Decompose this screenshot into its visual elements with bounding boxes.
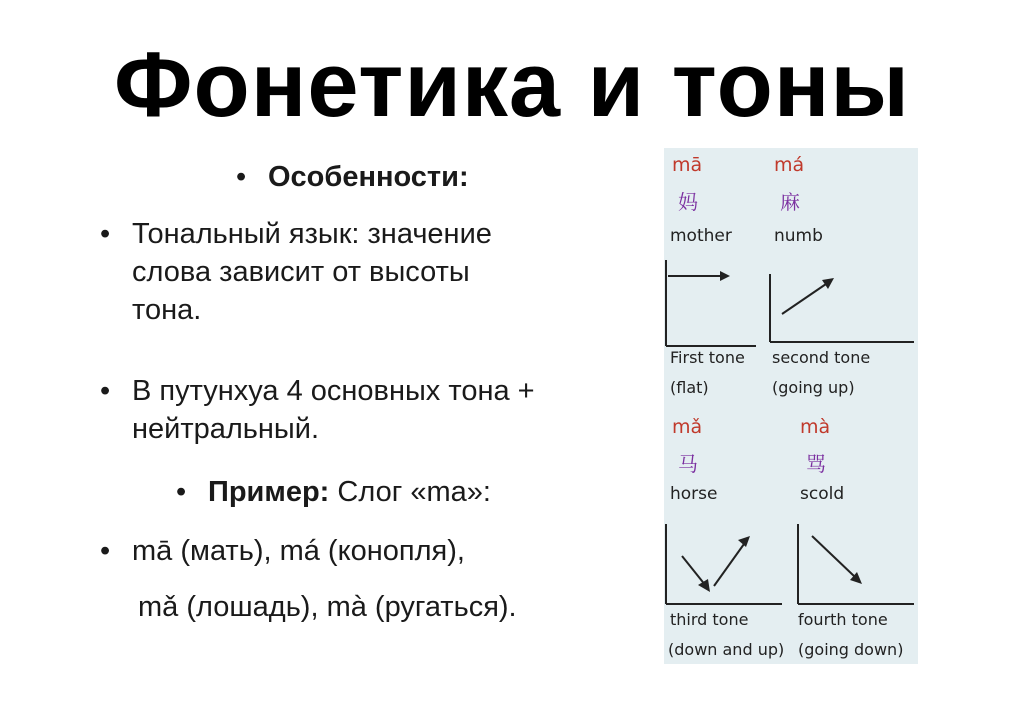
rising-tone-graph xyxy=(768,274,918,346)
bullet-dot: • xyxy=(100,375,111,407)
example-label: Пример: xyxy=(208,476,330,508)
tonal-line-3: тона. xyxy=(132,294,202,326)
features-label: Особенности: xyxy=(268,161,469,193)
slide-title: Фонетика и тоны xyxy=(114,34,910,136)
tone-name: third tone xyxy=(670,610,749,629)
bullet-examples xyxy=(100,532,465,570)
tone-pinyin: mà xyxy=(800,416,831,438)
tone-desc: (going up) xyxy=(772,378,855,397)
tone-name: second tone xyxy=(772,348,871,367)
tone-gloss: numb xyxy=(774,226,823,246)
tone-gloss: horse xyxy=(670,484,718,504)
tones-diagram xyxy=(664,148,918,664)
dipping-tone-graph xyxy=(664,524,784,608)
tonal-line-1: Тональный язык: значение xyxy=(132,218,492,250)
tone-desc: (going down) xyxy=(798,640,904,659)
tone-name: fourth tone xyxy=(798,610,888,629)
bullet-features xyxy=(236,158,469,196)
example-text: Слог «ma»: xyxy=(329,476,491,508)
tone-pinyin: mā xyxy=(672,154,703,176)
bullet-tonal xyxy=(100,215,492,329)
falling-tone-graph xyxy=(796,524,916,608)
bullet-dot: • xyxy=(176,476,187,508)
bullet-dot: • xyxy=(100,218,111,250)
putonghua-line-1: В путунхуа 4 основных тона + xyxy=(132,375,535,407)
tonal-line-2: слова зависит от высоты xyxy=(132,256,470,288)
tone-desc: (flat) xyxy=(670,378,709,397)
bullet-putonghua xyxy=(100,372,535,448)
tone-desc: (down and up) xyxy=(668,640,785,659)
tone-pinyin: má xyxy=(774,154,805,176)
tone-hanzi: 马 xyxy=(678,452,698,476)
bullet-dot: • xyxy=(100,535,111,567)
bullet-dot: • xyxy=(236,161,247,193)
tone-hanzi: 骂 xyxy=(806,452,826,476)
tone-name: First tone xyxy=(670,348,745,367)
tone-gloss: mother xyxy=(670,226,732,246)
examples-line-2: mǎ (лошадь), mà (ругаться). xyxy=(138,591,517,623)
bullet-example xyxy=(176,473,491,511)
tone-gloss: scold xyxy=(800,484,845,504)
putonghua-line-2: нейтральный. xyxy=(132,413,320,445)
tone-hanzi: 妈 xyxy=(678,190,698,214)
flat-tone-graph xyxy=(664,260,764,350)
tone-hanzi: 麻 xyxy=(780,190,800,214)
examples-line-1: mā (мать), má (конопля), xyxy=(132,535,465,567)
tone-pinyin: mǎ xyxy=(672,416,703,438)
